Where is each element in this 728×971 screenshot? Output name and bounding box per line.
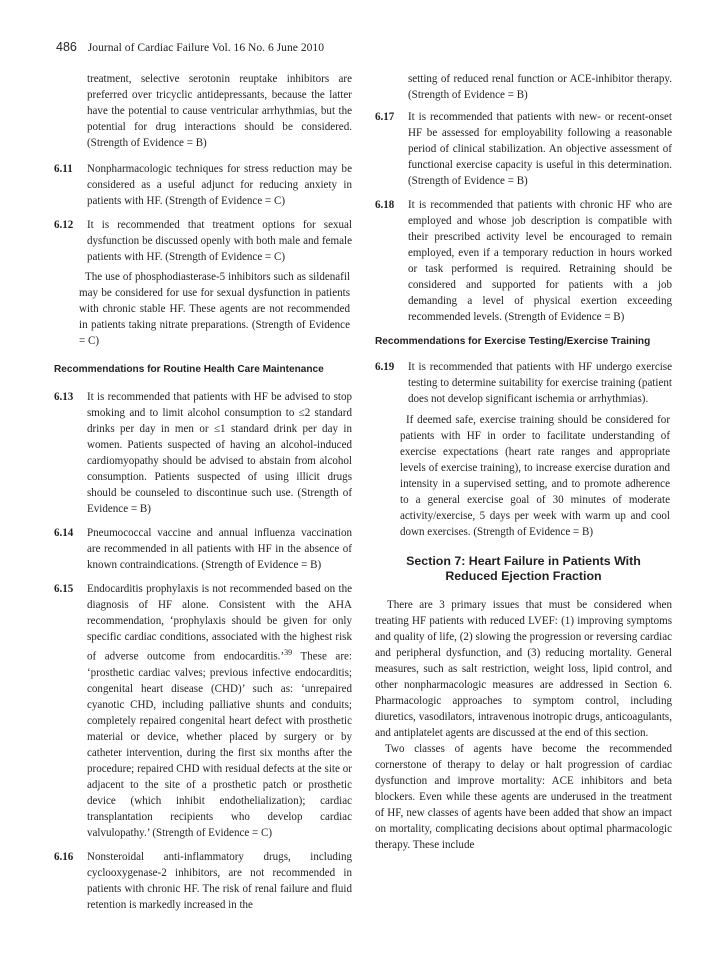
section-heading-health-maintenance: Recommendations for Routine Health Care Maintenance [54,364,324,375]
page-number: 486 [56,40,77,54]
body-paragraph: There are 3 primary issues that must be considered when treating HF patients with reduced LVEF: (1) improving symptoms and quality of life, (2) slowing the progression or reversing cardiac and peripheral dysfunction, and (3) reducing mortality. General measures, such as salt restriction, weight loss, lipid control, and other nonpharmacologic measures are addressed in Section 6. Pharmacologic approaches to symptom control, including diuretics, vasodilators, intravenous inotropic drugs, anticoagulants, and antiplatelet agents are discussed at the end of this section. [375,599,672,739]
recommendation-number: 6.11 [54,163,73,175]
recommendation-number: 6.18 [375,199,395,211]
recommendation-text: Pneumococcal vaccine and annual influenza vaccination are recommended in all patients with HF in the absence of known contraindications. (Strength of Evidence = B) [87,527,352,571]
recommendation-text-continued: These are: ‘prosthetic cardiac valves; previous infective endocarditis; congenital heart disease (CHD)’ such as: ‘unrepaired cyanotic CHD, including palliative shunts and conduits; completely repaired congenital heart defect with prosthetic material or device, whether placed by surgery or by catheter intervention, during the first six months after the procedure; repaired CHD with residual defects at the site or adjacent to the site of a prosthetic patch or prosthetic device (which inhibit endothelialization); cardiac transplantation recipients who develop cardiac valvulopathy.’ (Strength of Evidence = C) [87,650,352,839]
recommendation-6-17 [375,109,672,189]
reference-citation[interactable]: 39 [284,648,293,657]
recommendation-text: It is recommended that patients with HF undergo exercise testing to determine suitability for exercise training (patient does not develop significant ischemia or arrhythmias). [408,361,672,405]
section-heading-exercise: Recommendations for Exercise Testing/Exercise Training [375,336,651,347]
recommendation-text: setting of reduced renal function or ACE-inhibitor therapy. (Strength of Evidence = B) [408,73,672,101]
recommendation-6-12-note [54,269,352,349]
recommendation-text: It is recommended that patients with chronic HF who are employed and whose job description is compatible with their prescribed activity level be encouraged to remain employed, even if a temporary reduction in hours worked or task performed is required. Retraining should be considered and supported for patients with a job demanding a level of physical exertion exceeding recommended levels. (Strength of Evidence = B) [408,199,672,323]
recommendation-text: Nonpharmacologic techniques for stress reduction may be considered as a useful adjunct for reducing anxiety in patients with HF. (Strength of Evidence = C) [87,163,352,207]
recommendation-text: It is recommended that patients with HF be advised to stop smoking and to limit alcohol consumption to ≤2 standard drinks per day in men or ≤1 standard drink per day in women. Patients suspected of having an alcohol-induced cardiomyopathy should be advised to abstain from alcohol consumption. Patients suspected of using illicit drugs should be counseled to discontinue such use. (Strength of Evidence = B) [87,391,352,515]
right-column [375,71,672,853]
recommendation-6-12 [54,217,352,265]
recommendation-6-14 [54,525,352,573]
section-7-heading: Section 7: Heart Failure in Patients With Reduced Ejection Fraction [406,554,641,583]
recommendation-6-13 [54,389,352,517]
continued-recommendation [375,71,672,103]
recommendation-text: Endocarditis prophylaxis is not recommended based on the diagnosis of HF alone. Consistent with the AHA recommendation, ‘prophylaxis should be given for only specific cardiac conditions, associated with the highest risk of adverse outcome from endocarditis.’ [87,583,352,663]
recommendation-text: Nonsteroidal anti-inflammatory drugs, including cyclooxygenase-2 inhibitors, are not recommended in patients with chronic HF. The risk of renal failure and fluid retention is markedly increased in the [87,850,352,911]
journal-title: Journal of Cardiac Failure Vol. 16 No. 6 June 2010 [87,41,325,54]
recommendation-6-19-note [375,412,672,540]
continued-recommendation [54,71,352,151]
recommendation-number: 6.19 [375,361,395,373]
left-column [54,71,352,913]
running-header [56,40,324,54]
body-paragraph: Two classes of agents have become the recommended cornerstone of therapy to delay or halt progression of cardiac dysfunction and improve mortality: ACE inhibitors and beta blockers. Even while these agents are underused in the treatment of HF, new classes of agents have been added that show an impact on mortality, complicating decisions about optimal pharmacologic therapy. These include [375,743,672,851]
recommendation-number: 6.13 [54,391,74,403]
recommendation-text: treatment, selective serotonin reuptake inhibitors are preferred over tricyclic antidepressants, because the latter have the potential to cause ventricular arrhythmias, but the potential for drug interactions should be considered. (Strength of Evidence = B) [87,73,352,149]
recommendation-number: 6.14 [54,527,74,539]
recommendation-text: It is recommended that patients with new- or recent-onset HF be assessed for employability following a reasonable period of clinical stabilization. An objective assessment of functional exercise capacity is useful in this determination. (Strength of Evidence = B) [408,111,672,187]
recommendation-6-11 [54,161,352,209]
recommendation-number: 6.17 [375,111,395,123]
recommendation-text: It is recommended that treatment options for sexual dysfunction be discussed openly with both male and female patients with HF. (Strength of Evidence = C) [87,219,352,263]
recommendation-number: 6.16 [54,850,74,863]
recommendation-6-15 [54,581,352,841]
recommendation-6-19 [375,359,672,407]
recommendation-6-16 [54,849,352,913]
note-text: The use of phosphodiasterase-5 inhibitors such as sildenafil may be considered for use for sexual dysfunction in patients with chronic stable HF. These agents are not recommended in patients taking nitrate preparations. (Strength of Evidence = C) [79,271,350,347]
recommendation-number: 6.15 [54,583,74,595]
recommendation-6-18 [375,197,672,325]
note-text: If deemed safe, exercise training should be considered for patients with HF in order to facilitate understanding of exercise expectations (heart rate ranges and appropriate levels of exercise training), to increase exercise duration and intensity in a supervised setting, and to promote adherence to a general exercise goal of 30 minutes of moderate activity/exercise, 5 days per week with warm up and cool down exercises. (Strength of Evidence = B) [400,414,670,538]
recommendation-number: 6.12 [54,219,74,231]
